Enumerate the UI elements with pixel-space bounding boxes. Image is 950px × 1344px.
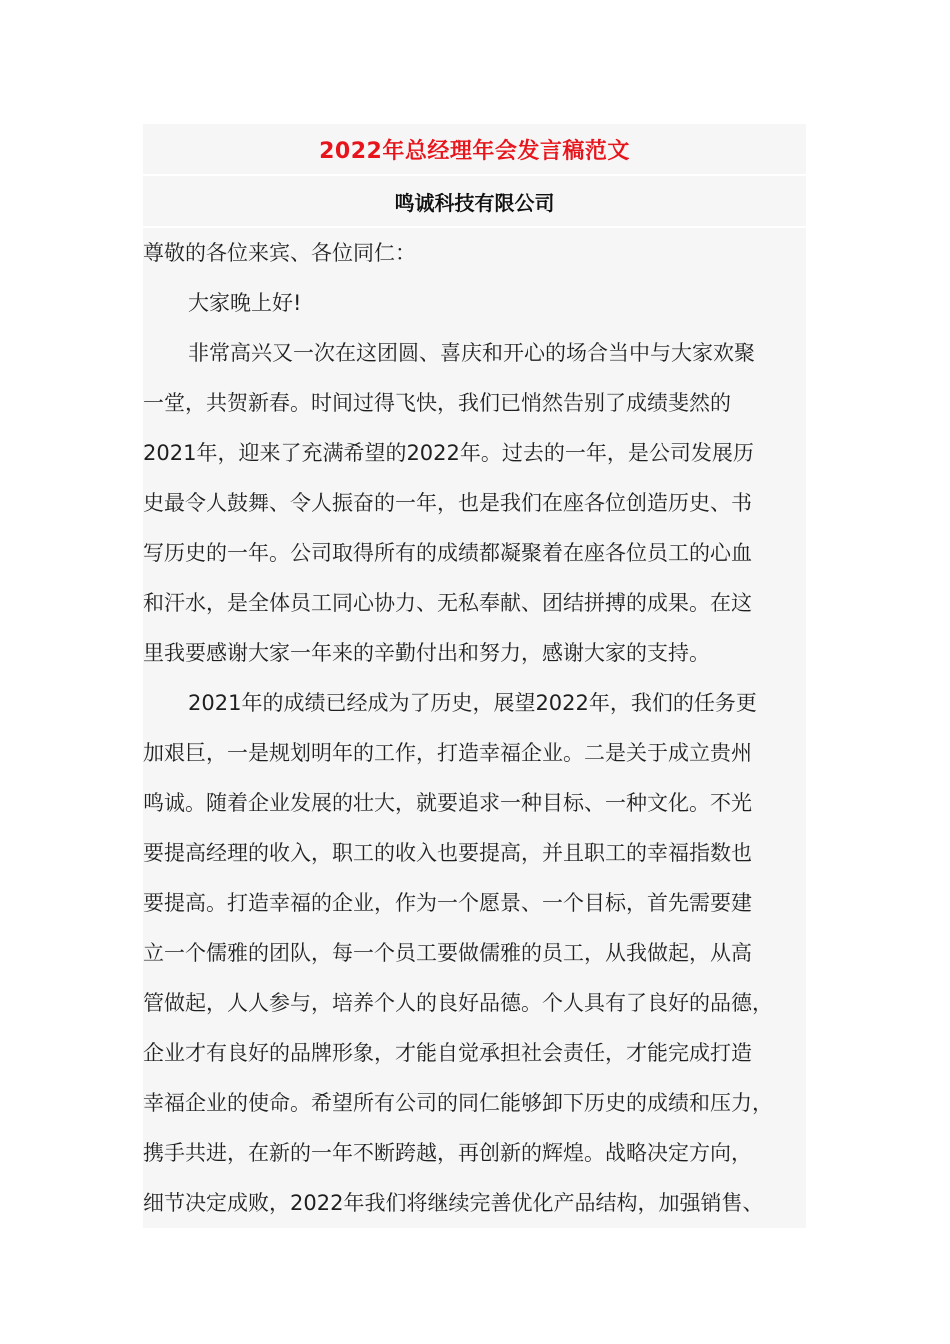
text-line: 2021年，迎来了充满希望的2022年。过去的一年，是公司发展历: [143, 441, 754, 465]
text-line: 携手共进，在新的一年不断跨越，再创新的辉煌。战略决定方向，: [143, 1141, 752, 1165]
text-line: 史最令人鼓舞、令人振奋的一年，也是我们在座各位创造历史、书: [143, 491, 752, 515]
text-line: 幸福企业的使命。希望所有公司的同仁能够卸下历史的成绩和压力，: [143, 1091, 773, 1115]
text-line: 细节决定成败，2022年我们将继续完善优化产品结构，加强销售、: [143, 1191, 764, 1215]
document-body: [143, 228, 806, 1228]
text-line: 要提高经理的收入，职工的收入也要提高，并且职工的幸福指数也: [143, 841, 752, 865]
text-line: 非常高兴又一次在这团圆、喜庆和开心的场合当中与大家欢聚: [188, 341, 755, 365]
document-title: 2022年总经理年会发言稿范文: [319, 138, 630, 164]
title-bar: [143, 124, 806, 174]
text-line: 要提高。打造幸福的企业，作为一个愿景、一个目标，首先需要建: [143, 891, 752, 915]
text-line: 一堂，共贺新春。时间过得飞快，我们已悄然告别了成绩斐然的: [143, 391, 731, 415]
document-page: [143, 124, 806, 1228]
text-line: 加艰巨，一是规划明年的工作，打造幸福企业。二是关于成立贵州: [143, 741, 752, 765]
text-line: 立一个儒雅的团队，每一个员工要做儒雅的员工，从我做起，从高: [143, 941, 752, 965]
text-line: 里我要感谢大家一年来的辛勤付出和努力，感谢大家的支持。: [143, 641, 710, 665]
company-name: 鸣诚科技有限公司: [143, 176, 806, 226]
text-line: 鸣诚。随着企业发展的壮大，就要追求一种目标、一种文化。不光: [143, 791, 752, 815]
text-line: 写历史的一年。公司取得所有的成绩都凝聚着在座各位员工的心血: [143, 541, 752, 565]
text-line: 尊敬的各位来宾、各位同仁：: [143, 241, 416, 265]
text-line: 和汗水，是全体员工同心协力、无私奉献、团结拼搏的成果。在这: [143, 591, 752, 615]
text-line: 管做起，人人参与，培养个人的良好品德。个人具有了良好的品德，: [143, 991, 773, 1015]
text-line: 企业才有良好的品牌形象，才能自觉承担社会责任，才能完成打造: [143, 1041, 752, 1065]
text-line: 2021年的成绩已经成为了历史，展望2022年，我们的任务更: [188, 691, 757, 715]
text-line: 大家晚上好!: [188, 291, 302, 315]
